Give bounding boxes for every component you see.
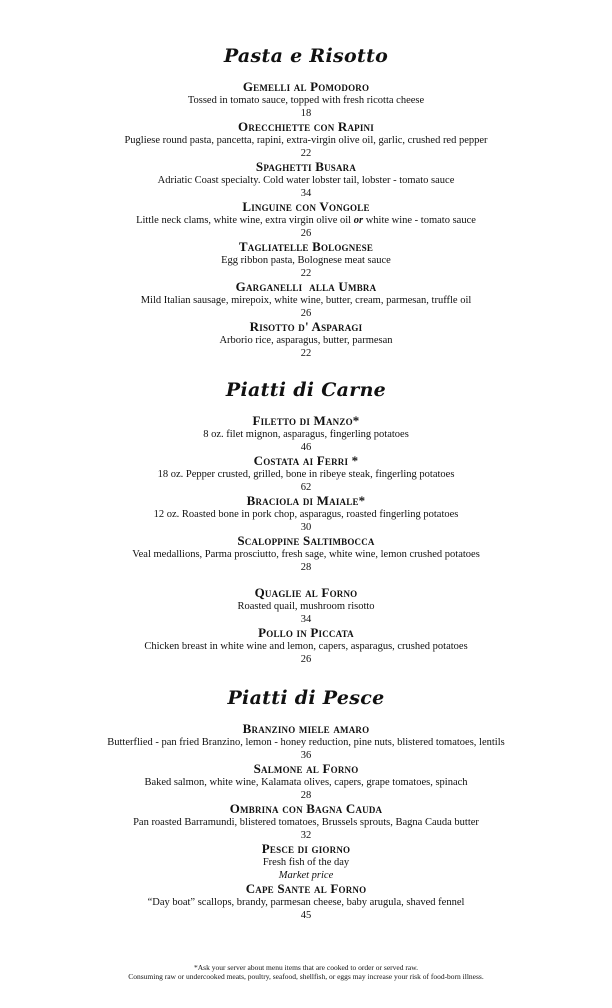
menu-item: [0, 586, 612, 626]
item-name: Linguine con Vongole: [242, 199, 370, 214]
item-description: Fresh fish of the day: [262, 857, 350, 868]
footer-line: *Ask your server about menu items that are cooked to order or served raw.: [193, 963, 419, 972]
item-name: Pollo in Piccata: [258, 625, 354, 640]
item-price: 22: [300, 348, 312, 359]
item-price: Market price: [278, 870, 334, 881]
menu-item: [0, 80, 612, 120]
menu-item: [0, 240, 612, 280]
item-description: 8 oz. filet mignon, asparagus, fingerling potatoes: [203, 429, 409, 440]
item-description: Egg ribbon pasta, Bolognese meat sauce: [221, 255, 391, 266]
menu-item: [0, 534, 612, 574]
item-price: 22: [300, 148, 312, 159]
item-description: Adriatic Coast specialty. Cold water lobster tail, lobster - tomato sauce: [157, 175, 455, 186]
item-description-part: Little neck clams, white wine, extra virgin olive oil: [136, 215, 354, 226]
menu-item: [0, 160, 612, 200]
item-price: 45: [300, 910, 312, 921]
menu-item: [0, 626, 612, 666]
item-price: 34: [300, 188, 312, 199]
item-name: Pesce di giorno: [261, 841, 351, 856]
section-title: Piatti di Pesce: [227, 687, 385, 709]
item-price: 34: [300, 614, 312, 625]
item-name: Tagliatelle Bolognese: [238, 239, 374, 254]
item-price: 46: [300, 442, 312, 453]
item-description: [0, 214, 612, 227]
section-pasta-e-risotto: [0, 44, 612, 360]
section-piatti-di-pesce: [0, 686, 612, 922]
item-name: Garganelli alla Umbra: [235, 279, 377, 294]
menu-item: [0, 120, 612, 160]
menu-item: [0, 414, 612, 454]
item-description: Chicken breast in white wine and lemon, capers, asparagus, crushed potatoes: [144, 641, 468, 652]
item-price: 32: [300, 830, 312, 841]
menu-item: [0, 454, 612, 494]
item-name: Filetto di Manzo*: [252, 413, 360, 428]
item-name: Braciola di Maiale*: [246, 493, 366, 508]
item-name: Risotto d' Asparagi: [249, 319, 363, 334]
item-name: Spaghetti Busara: [255, 159, 357, 174]
section-title: Piatti di Carne: [225, 379, 387, 401]
item-description: 18 oz. Pepper crusted, grilled, bone in ribeye steak, fingerling potatoes: [157, 469, 455, 480]
item-name: Scaloppine Saltimbocca: [237, 533, 375, 548]
item-description: 12 oz. Roasted bone in pork chop, asparagus, roasted fingerling potatoes: [153, 509, 459, 520]
item-name: Quaglie al Forno: [254, 585, 358, 600]
item-price: 28: [300, 562, 312, 573]
item-description: Baked salmon, white wine, Kalamata olives, capers, grape tomatoes, spinach: [144, 777, 468, 788]
item-description: Butterflied - pan fried Branzino, lemon - honey reduction, pine nuts, blistered tomatoes, lentils: [107, 737, 505, 748]
item-description: Mild Italian sausage, mirepoix, white wine, butter, cream, parmesan, truffle oil: [140, 295, 472, 306]
item-price: 28: [300, 790, 312, 801]
item-price: 26: [300, 654, 312, 665]
item-description-part: white wine - tomato sauce: [363, 215, 476, 226]
menu-item: [0, 842, 612, 882]
item-price: 18: [300, 108, 312, 119]
item-name: Branzino miele amaro: [242, 721, 370, 736]
item-name: Gemelli al Pomodoro: [242, 79, 370, 94]
item-description-emphasis: or: [353, 215, 364, 226]
item-price: 36: [300, 750, 312, 761]
menu-item: [0, 280, 612, 320]
item-price: 26: [300, 308, 312, 319]
item-description: “Day boat” scallops, brandy, parmesan cheese, baby arugula, shaved fennel: [147, 897, 465, 908]
item-price: 62: [300, 482, 312, 493]
item-name: Cape Sante al Forno: [245, 881, 367, 896]
menu-item: [0, 762, 612, 802]
menu-item: [0, 802, 612, 842]
item-description: Tossed in tomato sauce, topped with fresh ricotta cheese: [187, 95, 425, 106]
footer-disclaimer: [0, 963, 612, 981]
item-description: Pan roasted Barramundi, blistered tomatoes, Brussels sprouts, Bagna Cauda butter: [133, 817, 479, 828]
item-description: Pugliese round pasta, pancetta, rapini, extra-virgin olive oil, garlic, crushed red pepper: [124, 135, 488, 146]
menu-item: [0, 722, 612, 762]
item-name: Costata ai Ferri *: [253, 453, 359, 468]
footer-line: Consuming raw or undercooked meats, poultry, seafood, shellfish, or eggs may increase your risk of food-born illness.: [128, 972, 484, 981]
item-name: Salmone al Forno: [253, 761, 359, 776]
item-description: Arborio rice, asparagus, butter, parmesan: [219, 335, 393, 346]
menu-item: [0, 494, 612, 534]
item-name: Orecchiette con Rapini: [238, 119, 374, 134]
item-description: Veal medallions, Parma prosciutto, fresh sage, white wine, lemon crushed potatoes: [132, 549, 480, 560]
item-price: 30: [300, 522, 312, 533]
section-title: Pasta e Risotto: [223, 45, 389, 67]
menu-item: [0, 320, 612, 360]
menu-item: [0, 882, 612, 922]
item-price: 22: [300, 268, 312, 279]
section-piatti-di-carne: [0, 378, 612, 666]
menu-item: [0, 200, 612, 240]
item-description: Roasted quail, mushroom risotto: [237, 601, 375, 612]
item-price: 26: [300, 228, 312, 239]
item-name: Ombrina con Bagna Cauda: [229, 801, 383, 816]
